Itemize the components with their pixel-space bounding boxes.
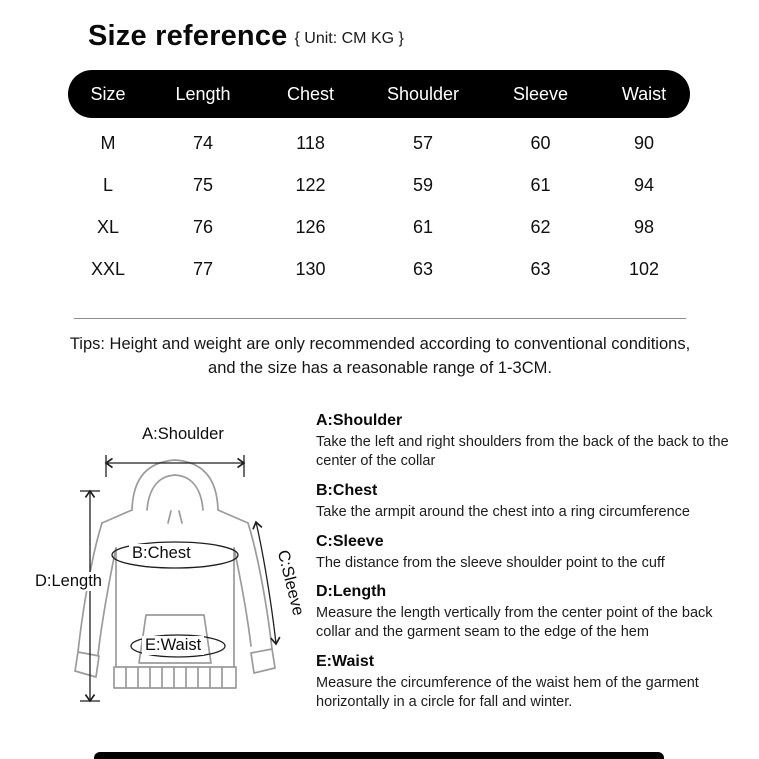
- col-header-waist: Waist: [621, 83, 667, 104]
- cell-shoulder: 57: [412, 132, 434, 153]
- diagram-label-length: D:Length: [35, 572, 102, 590]
- diagram-label-shoulder: A:Shoulder: [142, 425, 224, 443]
- definition-length: [316, 583, 740, 642]
- definition-desc: Measure the length vertically from the center point of the back collar and the garment seam to the edge of the hem: [316, 605, 713, 641]
- cell-chest: 118: [296, 132, 325, 153]
- measurement-definitions: [316, 412, 740, 723]
- cell-size: XXL: [90, 258, 126, 279]
- cell-shoulder: 61: [412, 216, 434, 237]
- cell-length: 77: [192, 258, 214, 279]
- cell-length: 76: [192, 216, 214, 237]
- col-header-chest: Chest: [286, 83, 335, 104]
- table-row-m: [68, 122, 690, 164]
- col-header-sleeve: Sleeve: [512, 83, 569, 104]
- cell-sleeve: 63: [530, 258, 551, 279]
- cell-shoulder: 59: [412, 174, 434, 195]
- cell-length: 75: [192, 174, 214, 195]
- size-table-body: [68, 118, 690, 290]
- page-header: [88, 20, 404, 53]
- cell-waist: 90: [633, 132, 655, 153]
- cell-sleeve: 62: [530, 216, 551, 237]
- tips-text: Tips: Height and weight are only recommended according to conventional conditions, and the size has a reasonable range of 1-3CM.: [69, 335, 691, 377]
- table-row-xxl: [68, 248, 690, 290]
- definition-waist: [316, 653, 740, 712]
- hoodie-measurement-diagram: [30, 415, 320, 745]
- col-header-size: Size: [90, 83, 126, 104]
- cell-size: XL: [96, 216, 120, 237]
- cell-chest: 130: [295, 258, 326, 279]
- definition-desc: Measure the circumference of the waist hem of the garment horizontally in a circle for fall and winter.: [316, 675, 699, 710]
- diagram-label-sleeve: C:Sleeve: [273, 548, 308, 618]
- cell-sleeve: 60: [530, 132, 551, 153]
- col-header-length: Length: [175, 83, 231, 104]
- divider-line: [74, 318, 686, 319]
- table-row-xl: [68, 206, 690, 248]
- diagram-label-waist: E:Waist: [142, 636, 204, 655]
- cell-chest: 126: [295, 216, 326, 237]
- definition-term: A:Shoulder: [316, 412, 403, 429]
- cell-waist: 94: [633, 174, 655, 195]
- cell-size: L: [102, 174, 113, 195]
- cell-size: M: [100, 132, 116, 153]
- cell-waist: 98: [633, 216, 655, 237]
- table-row-l: [68, 164, 690, 206]
- size-table-header: [68, 70, 690, 118]
- cell-length: 74: [192, 132, 214, 153]
- page-title: Size reference: [88, 20, 288, 52]
- col-header-shoulder: Shoulder: [386, 83, 460, 104]
- definition-desc: The distance from the sleeve shoulder point to the cuff: [316, 554, 665, 571]
- definition-term: B:Chest: [316, 481, 378, 499]
- definition-desc: Take the left and right shoulders from the back of the back to the center of the collar: [316, 434, 729, 469]
- cell-chest: 122: [295, 174, 326, 195]
- definition-sleeve: [316, 533, 740, 573]
- definition-chest: [316, 482, 740, 522]
- definition-shoulder: [316, 412, 740, 471]
- next-section-header-partial: [94, 752, 664, 759]
- cell-shoulder: 63: [412, 258, 434, 279]
- definition-term: E:Waist: [316, 653, 375, 671]
- definition-desc: Take the armpit around the chest into a ring circumference: [316, 503, 690, 520]
- cell-sleeve: 61: [530, 174, 551, 195]
- unit-label: { Unit: CM KG }: [294, 30, 404, 47]
- cell-waist: 102: [628, 258, 660, 279]
- definition-term: C:Sleeve: [316, 532, 384, 550]
- diagram-label-chest: B:Chest: [129, 544, 194, 563]
- definition-term: D:Length: [316, 583, 387, 601]
- size-table: [68, 70, 690, 290]
- sleeve-arrow: [256, 522, 276, 644]
